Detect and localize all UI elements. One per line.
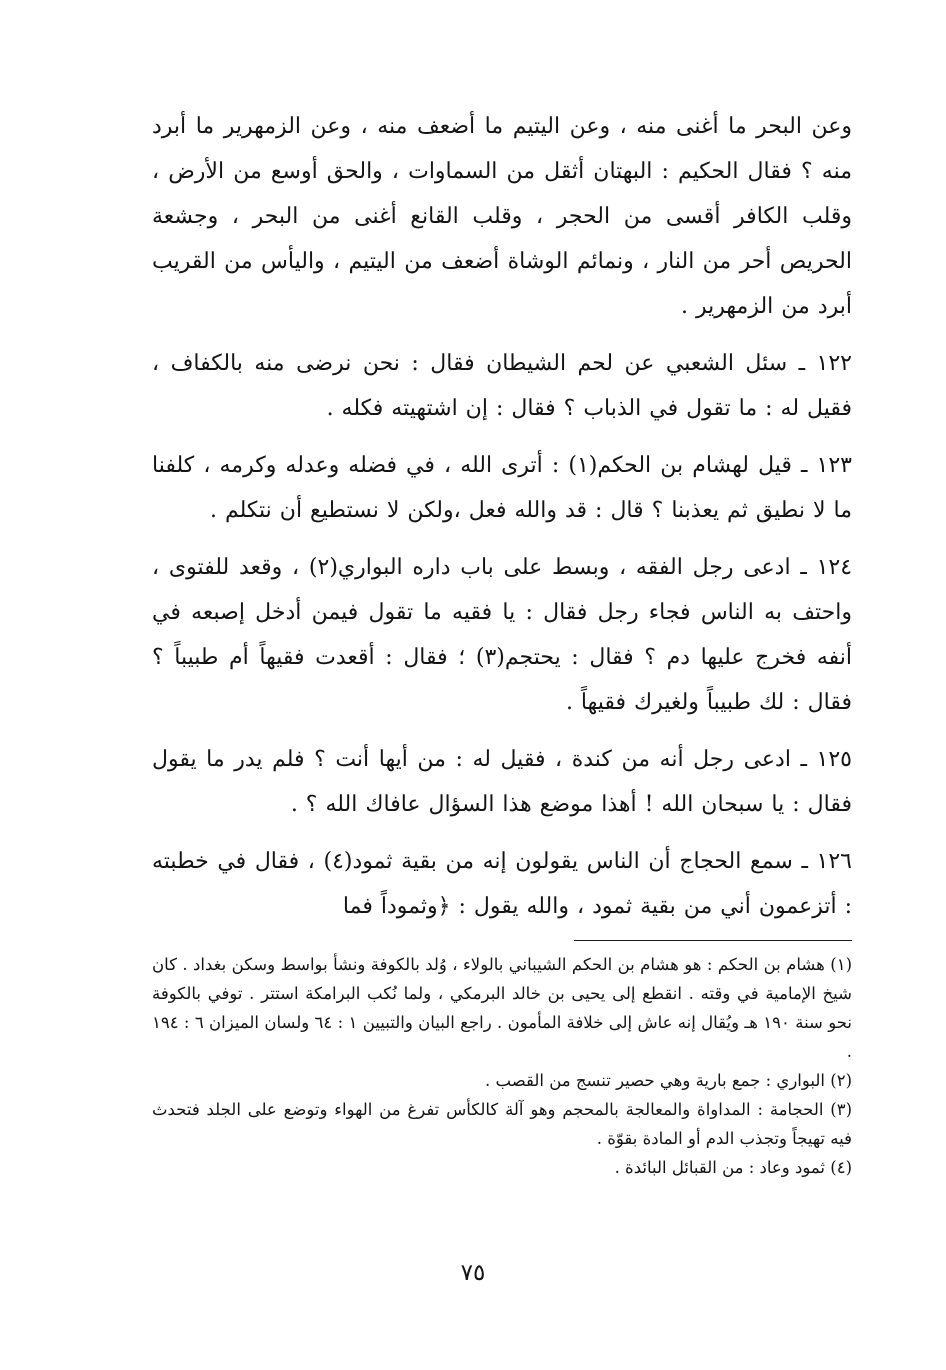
footnote-divider	[574, 940, 852, 941]
paragraph-124: ١٢٤ ـ ادعى رجل الفقه ، وبسط على باب داره البواري(٢) ، وقعد للفتوى ، واحتف به الناس فجاء رجل فقال : يا فقيه ما تقول فيمن أدخل إصبعه في أنفه فخرج عليها دم ؟ فقال : يحتجم(٣) ؛ فقال : أقعدت فقيهاً أم طبيباً ؟ فقال : لك طبيباً ولغيرك فقيهاً .	[152, 555, 853, 715]
paragraph-122: ١٢٢ ـ سئل الشعبي عن لحم الشيطان فقال : نحن نرضى منه بالكفاف ، فقيل له : ما تقول في الذباب ؟ فقال : إن اشتهيته فكله .	[152, 351, 852, 421]
footnote-4: (٤) ثمود وعاد : من القبائل البائدة .	[614, 1158, 852, 1177]
page-number: ٧٥	[460, 1260, 486, 1286]
paragraph-123: ١٢٣ ـ قيل لهشام بن الحكم(١) : أترى الله ، في فضله وعدله وكرمه ، كلفنا ما لا نطيق ثم يعذبنا ؟ قال : قد والله فعل ،ولكن لا نستطيع أن نتكلم .	[152, 453, 852, 523]
footnote-2: (٢) البواري : جمع بارية وهي حصير تنسج من القصب .	[485, 1071, 852, 1090]
paragraph-126: ١٢٦ ـ سمع الحجاج أن الناس يقولون إنه من بقية ثمود(٤) ، فقال في خطبته : أتزعمون أني من بقية ثمود ، والله يقول : ﴿وثموداً فما	[152, 849, 852, 919]
footnote-1: (١) هشام بن الحكم : هو هشام بن الحكم الشيباني بالولاء ، وُلد بالكوفة ونشأ بواسط وسكن بغداد . كان شيخ الإمامية في وقته . انقطع إلى يحيى بن خالد البرمكي ، ولما نُكب البرامكة استتر . توفي بالكوفة نحو سنة ١٩٠ هـ ويُقال إنه عاش إلى خلافة المأمون . راجع البيان والتبيين ١ : ٦٤ ولسان الميزان ٦ : ١٩٤ .	[152, 955, 852, 1061]
footnote-3: (٣) الحجامة : المداواة والمعالجة بالمحجم وهو آلة كالكأس تفرغ من الهواء وتوضع على الجلد فتحدث فيه تهيجاً وتجذب الدم أو المادة بقوّة .	[152, 1100, 852, 1148]
footnotes-section	[152, 940, 852, 1182]
paragraph-125: ١٢٥ ـ ادعى رجل أنه من كندة ، فقيل له : من أيها أنت ؟ فلم يدر ما يقول فقال : يا سبحان الله ! أهذا موضع هذا السؤال عافاك الله ؟ .	[152, 747, 852, 817]
main-text	[152, 104, 852, 941]
paragraph-continuation: وعن البحر ما أغنى منه ، وعن اليتيم ما أضعف منه ، وعن الزمهرير ما أبرد منه ؟ فقال الحكيم : البهتان أثقل من السماوات ، والحق أوسع من الأرض ، وقلب الكافر أقسى من الحجر ، وقلب القانع أغنى من البحر ، وجشعة الحريص أحر من النار ، ونمائم الوشاة أضعف من اليتيم ، واليأس من القريب أبرد من الزمهرير .	[152, 114, 852, 319]
